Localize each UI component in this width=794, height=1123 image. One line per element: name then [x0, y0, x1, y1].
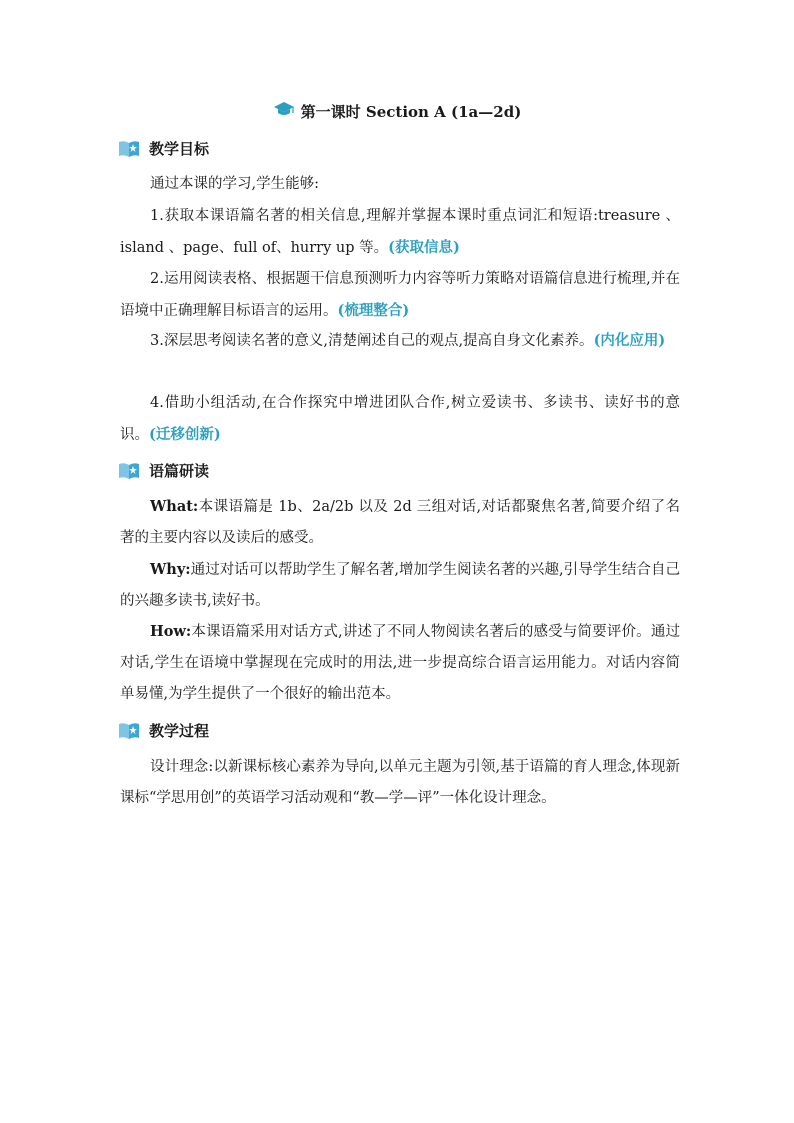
process-text: 设计理念:以新课标核心素养为导向,以单元主题为引领,基于语篇的育人理念,体现新课标“学思用创”的英语学习活动观和“教—学—评”一体化设计理念。: [120, 759, 680, 806]
objective-item-3: 3.深层思考阅读名著的意义,清楚阐述自己的观点,提高自身文化素养。(内化应用): [150, 332, 666, 349]
objective-tag: (梳理整合): [337, 302, 410, 319]
book-icon: [118, 720, 140, 740]
section-heading-analysis: [118, 457, 209, 483]
section-heading-process: [118, 717, 209, 743]
page-title: [0, 100, 794, 123]
analysis-how: How:本课语篇采用对话方式,讲述了不同人物阅读名著后的感受与简要评价。通过对话,学生在语境中掌握现在完成时的用法,进一步提高综合语言运用能力。对话内容简单易懂,为学生提供了一个很好的输出范本。: [120, 623, 680, 702]
book-icon: [118, 460, 140, 480]
analysis-what: What:本课语篇是 1b、2a/2b 以及 2d 三组对话,对话都聚焦名著,简要介绍了名著的主要内容以及读后的感受。: [120, 498, 680, 546]
book-icon: [118, 138, 140, 158]
section-heading-text: 教学过程: [149, 721, 210, 740]
objective-tag: (迁移创新): [149, 426, 221, 443]
analysis-why: Why:通过对话可以帮助学生了解名著,增加学生阅读名著的兴趣,引导学生结合自己的兴趣多读书,读好书。: [120, 561, 680, 609]
objective-item-2: 2.运用阅读表格、根据题干信息预测听力内容等听力策略对语篇信息进行梳理,并在语境中正确理解目标语言的运用。(梳理整合): [120, 271, 680, 319]
section-heading-objectives: [118, 135, 209, 161]
objective-item-4: 4.借助小组活动,在合作探究中增进团队合作,树立爱读书、多读书、读好书的意识。(迁移创新): [120, 395, 680, 443]
what-label: What:: [150, 498, 199, 515]
title-text: 第一课时 Section A (1a—2d): [300, 103, 522, 121]
graduation-cap-icon: [273, 101, 295, 123]
section-heading-text: 语篇研读: [149, 461, 210, 480]
objective-item-1: 1.获取本课语篇名著的相关信息,理解并掌握本课时重点词汇和短语:treasure 、island 、page、full of、hurry up 等。(获取信息): [120, 208, 680, 256]
why-label: Why:: [150, 561, 191, 578]
objective-tag: (获取信息): [388, 239, 460, 256]
objective-tag: (内化应用): [593, 332, 666, 349]
section-heading-text: 教学目标: [149, 139, 210, 158]
how-label: How:: [150, 623, 192, 640]
objectives-intro: 通过本课的学习,学生能够:: [150, 176, 319, 192]
